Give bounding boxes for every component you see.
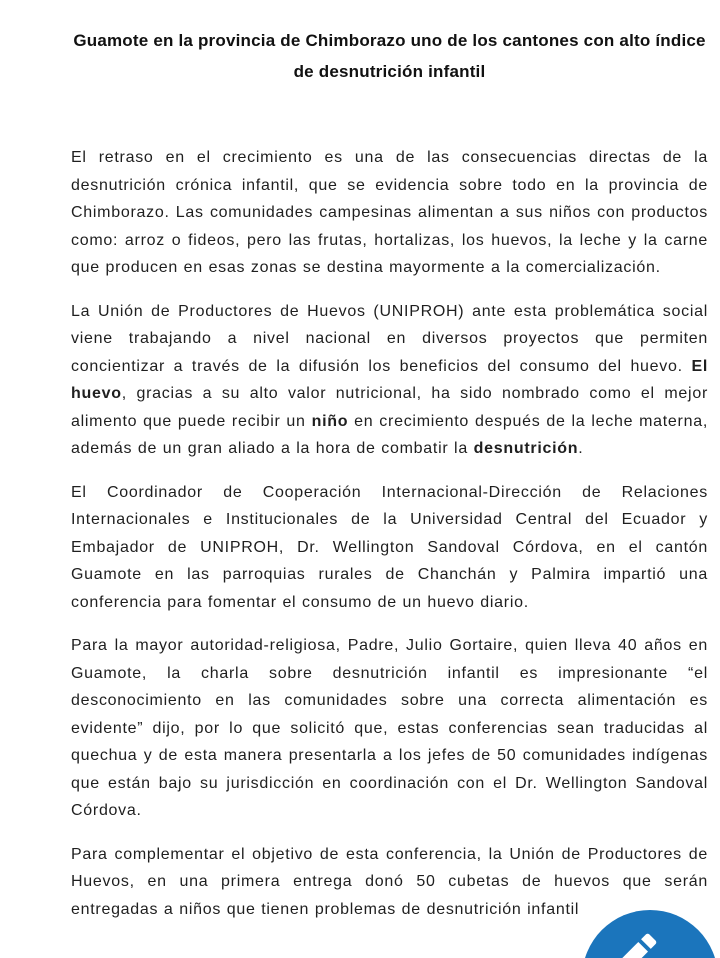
edit-pencil-icon [602, 926, 664, 958]
paragraph-1 [71, 144, 708, 282]
text-run: en crecimiento después de la leche materna, además de un gran aliado a la hora de combatir la [71, 412, 709, 457]
paragraph-3 [71, 479, 708, 617]
paragraph-2 [71, 298, 708, 463]
text-run: Para complementar el objetivo de esta conferencia, la Unión de Productores de Huevos, en una primera entrega donó 50 cubetas de huevos que serán entregadas a niños que tienen problemas de desnutrición infantil [71, 845, 708, 918]
text-run: , gracias a su alto valor nutricional, ha sido nombrado como el mejor alimento que puede recibir un [71, 385, 708, 430]
text-run: El retraso en el crecimiento es una de las consecuencias directas de la desnutrición crónica infantil, que se evidencia sobre todo en la provincia de Chimborazo. Las comunidades campesinas alimentan a sus niños con productos como: arroz o fideos, pero las frutas, hortalizas, los huevos, la leche y la carne que producen en esas zonas se destina mayormente a la comercialización. [71, 149, 708, 276]
text-run-bold: niño [311, 412, 349, 430]
text-run: El Coordinador de Cooperación Internacional-Dirección de Relaciones Internacionales e Institucionales de la Universidad Central del Ecuador y Embajador de UNIPROH, Dr. Wellington Sandoval Córdova, en el cantón Guamote en las parroquias rurales de Chanchán y Palmira impartió una conferencia para fomentar el consumo de un huevo diario. [71, 483, 708, 611]
text-run-bold: desnutrición [473, 440, 579, 457]
document-title: Guamote en la provincia de Chimborazo uno de los cantones con alto índice de desnutrición infantil [73, 31, 706, 81]
text-run: . [578, 440, 584, 457]
text-run: La Unión de Productores de Huevos (UNIPROH) ante esta problemática social viene trabajando a nivel nacional en diversos proyectos que permiten concientizar a través de la difusión los beneficios del consumo del huevo. [71, 302, 708, 375]
paragraph-5 [71, 841, 708, 924]
document-content [71, 0, 708, 923]
text-run-bold: El huevo [71, 357, 708, 402]
paragraph-4 [71, 632, 708, 825]
text-run: Para la mayor autoridad-religiosa, Padre, Julio Gortaire, quien lleva 40 años en Guamote, la charla sobre desnutrición infantil es impresionante “el desconocimiento en las comunidades sobre una correcta alimentación es evidente” dijo, por lo que solicitó que, estas conferencias sean traducidas al quechua y de esta manera presentarla a los jefes de 50 comunidades indígenas que están bajo su jurisdicción en coordinación con el Dr. Wellington Sandoval Córdova. [71, 637, 708, 819]
